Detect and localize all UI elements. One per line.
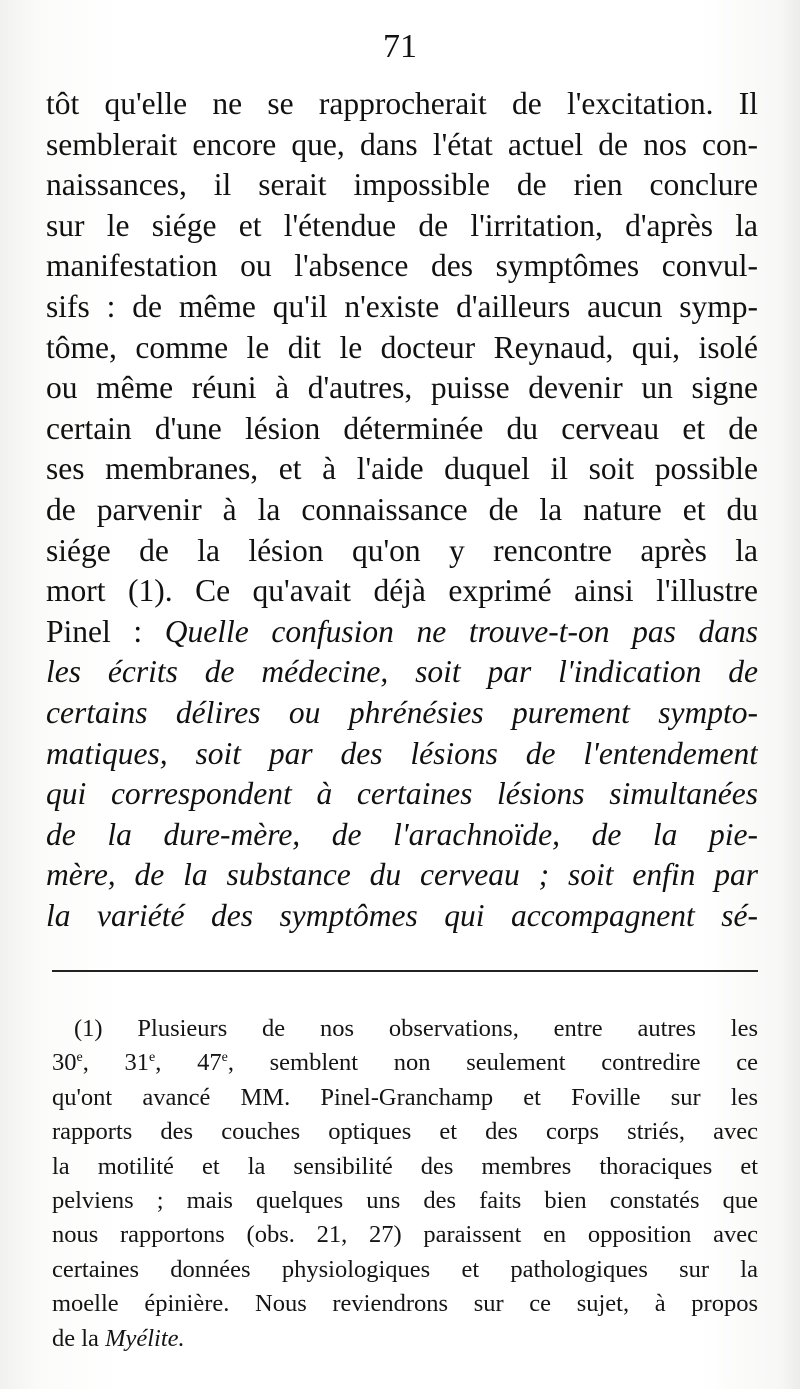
footnote-text: de la [52, 1324, 106, 1352]
footnote-line: la motilité et la sensibilité des membres thoraciques et [52, 1152, 758, 1180]
footnote-text: , semblent non seulement contredire ce [227, 1049, 758, 1077]
text-line: sifs : de même qu'il n'existe d'ailleurs aucun symp- [46, 288, 758, 324]
footnote-separator [52, 970, 758, 972]
footnote-line: certaines données physiologiques et pathologiques sur la [52, 1255, 758, 1283]
quote-line: de la dure-mère, de l'arachnoïde, de la pie- [46, 816, 758, 852]
quote-line: certains délires ou phrénésies purement sympto- [46, 694, 758, 730]
text-line: manifestation ou l'absence des symptômes convul- [46, 248, 758, 284]
footnote-line: pelviens ; mais quelques uns des faits bien constatés que [52, 1186, 758, 1214]
footnote-obs-ref: , 31 [82, 1049, 150, 1077]
quote-author: Pinel : [46, 613, 165, 649]
text-line: semblerait encore que, dans l'état actuel de nos con- [46, 126, 758, 162]
text-line: naissances, il serait impossible de rien conclure [46, 167, 758, 203]
quote-line: les écrits de médecine, soit par l'indication de [46, 654, 758, 690]
ordinal-suffix: e [76, 1050, 83, 1066]
text-line: sur le siége et l'étendue de l'irritation, d'après la [46, 207, 758, 243]
footnote-obs-ref: , 47 [155, 1049, 222, 1077]
footnote-line [52, 1046, 758, 1080]
text-line: ses membranes, et à l'aide duquel il soit possible [46, 451, 758, 487]
quote-line: mère, de la substance du cerveau ; soit enfin par [46, 857, 758, 893]
text-line: mort (1). Ce qu'avait déjà exprimé ainsi l'illustre [46, 573, 758, 609]
text-line: certain d'une lésion déterminée du cerveau et de [46, 410, 758, 446]
footnote [52, 1012, 758, 1356]
footnote-line: nous rapportons (obs. 21, 27) paraissent en opposition avec [52, 1221, 758, 1249]
footnote-obs-ref: 30 [52, 1049, 77, 1077]
footnote-line: qu'ont avancé MM. Pinel-Granchamp et Foville sur les [52, 1083, 758, 1111]
ordinal-suffix: e [149, 1050, 156, 1066]
text-line: tôme, comme le dit le docteur Reynaud, qui, isolé [46, 329, 758, 365]
footnote-line: moelle épinière. Nous reviendrons sur ce sujet, à propos [52, 1290, 758, 1318]
footnote-italic-term: Myélite. [105, 1324, 185, 1352]
footnote-line: (1) Plusieurs de nos observations, entre autres les [74, 1015, 758, 1042]
text-line: tôt qu'elle ne se rapprocherait de l'excitation. Il [46, 86, 758, 121]
ordinal-suffix: e [221, 1050, 228, 1066]
quote-line: la variété des symptômes qui accompagnent sé- [46, 897, 758, 933]
quote-line: qui correspondent à certaines lésions simultanées [46, 776, 758, 812]
footnote-line: rapports des couches optiques et des corps striés, avec [52, 1118, 758, 1146]
quote-start: Quelle confusion ne trouve-t-on pas dans [164, 613, 758, 649]
main-text [46, 84, 758, 936]
footnote-line [52, 1322, 758, 1356]
quote-intro-line [46, 612, 758, 653]
quote-line: matiques, soit par des lésions de l'entendement [46, 735, 758, 771]
text-line: siége de la lésion qu'on y rencontre après la [46, 532, 758, 568]
page-number: 71 [383, 28, 417, 65]
text-line: ou même réuni à d'autres, puisse devenir un signe [46, 370, 758, 406]
text-line: de parvenir à la connaissance de la nature et du [46, 491, 758, 527]
